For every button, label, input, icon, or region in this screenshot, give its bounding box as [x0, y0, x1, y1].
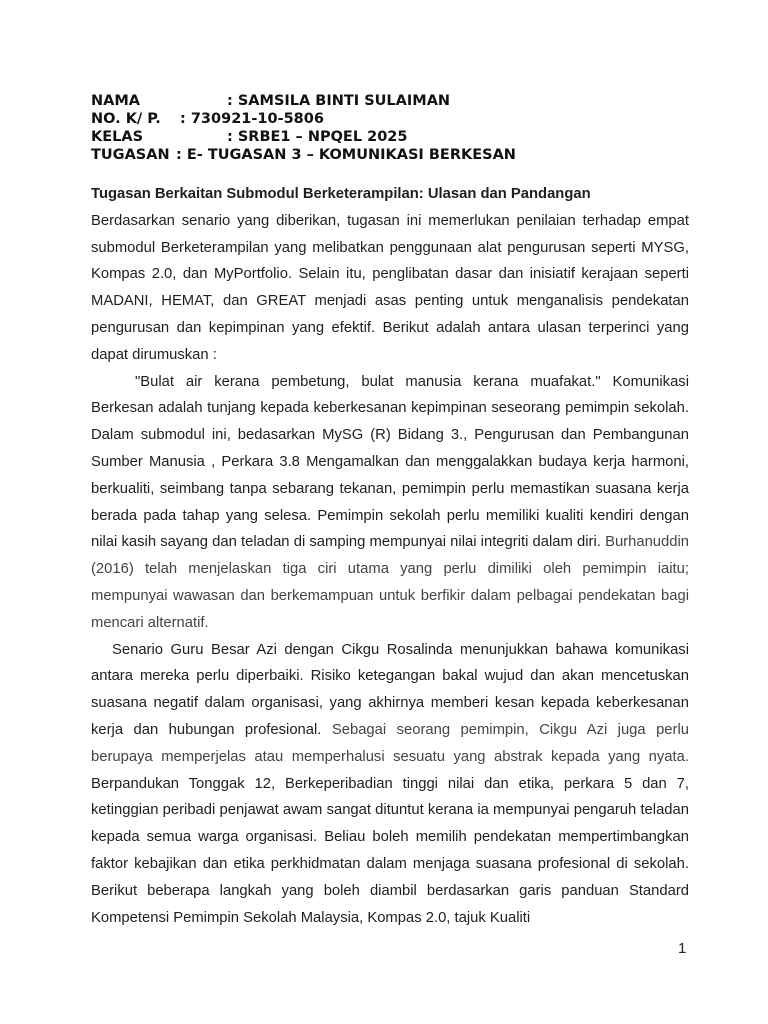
kelas-value: : SRBE1 – NPQEL 2025: [227, 129, 408, 145]
header-block: [91, 92, 516, 164]
nokp-value: : 730921-10-5806: [180, 111, 324, 127]
header-row-nama: [91, 92, 516, 110]
tugasan-label: TUGASAN: [91, 147, 170, 163]
paragraph-intro: Berdasarkan senario yang diberikan, tugasan ini memerlukan penilaian terhadap empat submodul Berketerampilan yang melibatkan penggunaan alat pengurusan seperti MYSG, Kompas 2.0, dan MyPortfolio. Selain itu, penglibatan dasar dan inisiatif kerajaan seperti MADANI, HEMAT, dan GREAT menjadi asas penting untuk menganalisis pendekatan pengurusan dan kepimpinan yang efektif. Berikut adalah antara ulasan terperinci yang dapat dirumuskan :: [91, 212, 689, 363]
tugasan-value: : E- TUGASAN 3 – KOMUNIKASI BERKESAN: [176, 147, 516, 163]
header-row-nokp: [91, 110, 516, 128]
kelas-label: KELAS: [91, 129, 144, 145]
paragraph-komunikasi-citation: Burhanuddin (2016) telah menjelaskan tiga ciri utama yang perlu dimiliki oleh pemimpin iaitu; mempunyai wawasan dan berkemampuan untuk berfikir dalam pelbagai pendekatan bagi mencari alternatif.: [91, 534, 689, 631]
paragraph-komunikasi-main: "Bulat air kerana pembetung, bulat manusia kerana muafakat." Komunikasi Berkesan adalah tunjang kepada keberkesanan kepimpinan seseorang pemimpin sekolah. Dalam submodul ini, bedasarkan MySG (R) Bidang 3., Pengurusan dan Pembangunan Sumber Manusia , Perkara 3.8 Mengamalkan dan menggalakkan budaya kerja harmoni, berkualiti, seimbang tanpa sebarang tekanan, pemimpin perlu memastikan suasana kerja berada pada tahap yang selesa. Pemimpin sekolah perlu memiliki kualiti kendiri dengan nilai kasih sayang dan teladan di samping mempunyai nilai integriti dalam diri.: [91, 373, 689, 551]
paragraph-komunikasi-berkesan: [91, 369, 689, 637]
header-row-kelas: [91, 128, 516, 146]
paragraph-senario: [91, 637, 689, 932]
paragraph-senario-main: Senario Guru Besar Azi dengan Cikgu Rosalinda menunjukkan bahawa komunikasi antara mereka perlu diperbaiki. Risiko ketegangan bakal wujud dan akan mencetuskan suasana negatif dalam organisasi, yang akhirnya memberi kesan kepada keberkesanan kerja dan hubungan profesional.: [91, 641, 689, 738]
header-row-tugasan: [91, 146, 516, 164]
nokp-label: NO. K/ P.: [91, 111, 161, 127]
nama-label: NAMA: [91, 93, 141, 109]
nama-value: : SAMSILA BINTI SULAIMAN: [227, 93, 451, 109]
section-subheading: Tugasan Berkaitan Submodul Berketerampilan: Ulasan dan Pandangan: [91, 186, 591, 202]
paragraph-senario-pemimpin: Sebagai seorang pemimpin, Cikgu Azi juga perlu berupaya memperjelas atau memperhalusi sesuatu yang abstrak kepada yang nyata.: [91, 721, 689, 765]
document-body: [91, 181, 689, 931]
paragraph-senario-tonggak: Berpandukan Tonggak 12, Berkeperibadian tinggi nilai dan etika, perkara 5 dan 7, ketinggian peribadi penjawat awam sangat dituntut kerana ia mempunyai pengaruh teladan kepada semua warga organisasi. Beliau boleh memilih pendekatan mempertimbangkan faktor kebajikan dan etika perkhidmatan dalam menjaga suasana profesional di sekolah. Berikut beberapa langkah yang boleh diambil berdasarkan garis panduan Standard Kompetensi Pemimpin Sekolah Malaysia, Kompas 2.0, tajuk Kualiti: [91, 775, 689, 926]
page-number: 1: [678, 940, 687, 957]
